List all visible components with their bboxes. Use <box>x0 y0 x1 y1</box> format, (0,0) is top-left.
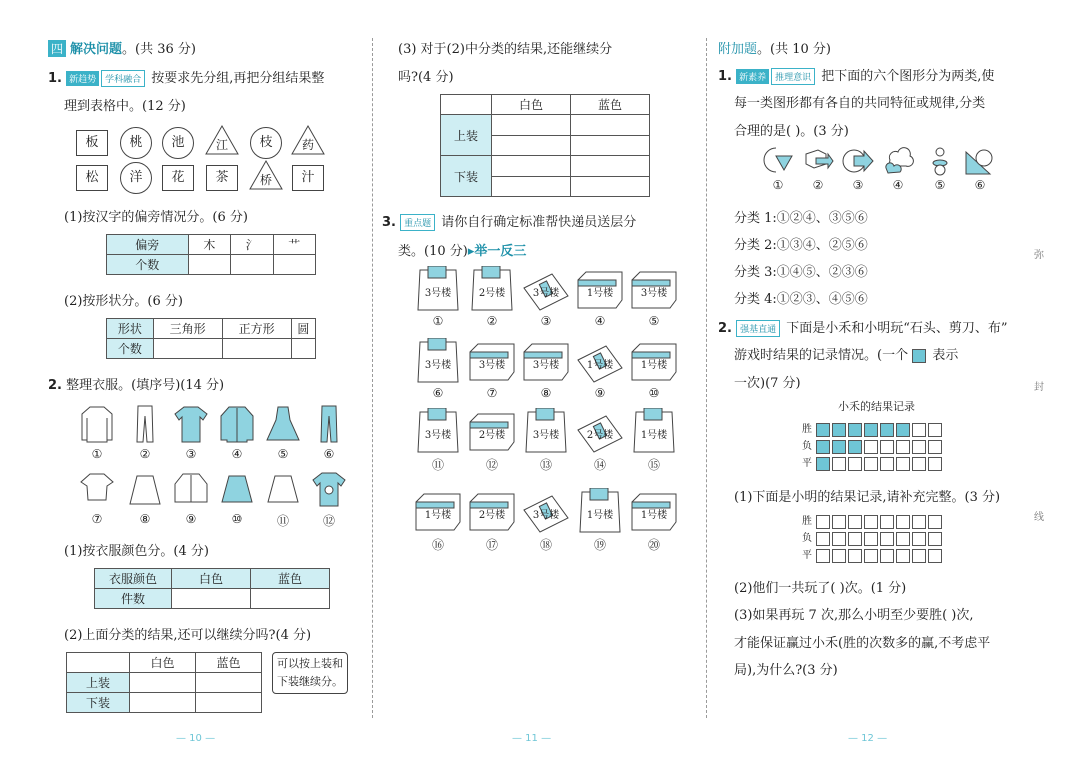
record-row-label: 负 <box>802 441 812 452</box>
record-row <box>802 546 944 563</box>
record-square <box>928 549 942 563</box>
binding-mark: 封 <box>1034 382 1044 393</box>
clothes-label: ⑪ <box>276 514 289 528</box>
package-number: ⑤ <box>648 314 660 328</box>
record-square <box>864 423 878 437</box>
package-bag <box>414 408 462 454</box>
package-label: 3号楼 <box>640 288 668 299</box>
package-number: ⑬ <box>539 458 552 472</box>
package-label: 2号楼 <box>586 430 614 441</box>
record-row <box>802 437 944 454</box>
record-row <box>802 454 944 471</box>
record-square <box>848 549 862 563</box>
record-square <box>896 457 910 471</box>
package-box <box>468 488 516 534</box>
package-label: 3号楼 <box>424 430 452 441</box>
clothes-label: ④ <box>231 447 243 461</box>
record-square <box>880 515 894 529</box>
clothes-label: ⑨ <box>185 512 197 526</box>
question-1-line2: 理到表格中。(12 分) <box>64 99 186 114</box>
package-box <box>576 266 624 312</box>
char-circle: 池 <box>162 127 194 159</box>
option-2[interactable]: 分类 2:①③④、②⑤⑥ <box>734 238 868 253</box>
char-box: 松 <box>76 165 108 191</box>
char-triangle: 桥 <box>248 159 284 189</box>
record-row-label: 负 <box>802 533 812 544</box>
char-circle: 桃 <box>120 127 152 159</box>
package-label: 1号楼 <box>586 510 614 521</box>
speech-bubble: 可以按上装和 下装继续分。 <box>272 652 348 694</box>
xiaoming-record[interactable] <box>802 512 944 563</box>
package-label: 3号楼 <box>478 360 506 371</box>
package-env <box>576 408 624 454</box>
record-row-label: 胜 <box>802 424 812 435</box>
extra-q2-line1: 2. 强基直通 下面是小禾和小明玩“石头、剪刀、布” <box>718 321 1008 336</box>
white-skirt-icon <box>266 470 300 510</box>
clothes-label: ⑥ <box>323 447 335 461</box>
table-radical: 偏旁 木 氵 艹 个数 <box>106 234 316 275</box>
record-row-label: 平 <box>802 458 812 469</box>
table-sub-answer: 白色 蓝色 上装 下装 <box>440 94 650 197</box>
package-box <box>468 408 516 454</box>
white-trousers-icon <box>128 404 162 444</box>
table-shape: 形状 三角形 正方形 圆 个数 <box>106 318 316 359</box>
blue-dress-icon <box>266 404 300 444</box>
package-box <box>630 266 678 312</box>
figure-label: ⑥ <box>974 178 986 192</box>
answer-cell[interactable] <box>222 339 291 359</box>
column-page-11 <box>380 0 710 770</box>
package-label: 2号楼 <box>478 510 506 521</box>
clothes-label: ① <box>91 447 103 461</box>
package-label: 3号楼 <box>424 288 452 299</box>
blue-skirt-icon <box>220 470 254 510</box>
record-square <box>832 549 846 563</box>
char-box: 汁 <box>292 165 324 191</box>
answer-cell[interactable] <box>571 135 650 156</box>
legend-square <box>912 349 926 363</box>
record-square <box>912 457 926 471</box>
clothes-label: ② <box>139 447 151 461</box>
record-row <box>802 529 944 546</box>
binding-mark: 线 <box>1034 512 1044 523</box>
clothes-label: ⑤ <box>277 447 289 461</box>
char-box: 花 <box>162 165 194 191</box>
answer-cell[interactable] <box>188 255 230 275</box>
question-2-3-line1: (3) 对于(2)中分类的结果,还能继续分 <box>398 42 613 57</box>
package-label: 3号楼 <box>532 288 560 299</box>
char-triangle: 江 <box>204 124 240 154</box>
tag-foundation: 强基直通 <box>736 320 780 337</box>
record-square <box>848 457 862 471</box>
record-square <box>832 532 846 546</box>
record-square <box>880 457 894 471</box>
white-skirt-icon <box>128 470 162 510</box>
question-3-line1: 3. 重点题 请你自行确定标准帮快递员送层分 <box>382 215 637 230</box>
char-circle: 枝 <box>250 127 282 159</box>
record-square <box>928 423 942 437</box>
blue-trousers-icon <box>312 404 346 444</box>
extra-section-points: 。(共 10 分) <box>757 42 831 57</box>
record-square <box>816 440 830 454</box>
package-number: ① <box>432 314 444 328</box>
blue-shirt-icon <box>312 470 346 510</box>
record-square <box>832 423 846 437</box>
record-square <box>832 457 846 471</box>
package-box <box>468 338 516 384</box>
package-number: ⑱ <box>539 538 552 552</box>
option-1[interactable]: 分类 1:①②④、③⑤⑥ <box>734 211 868 226</box>
package-bag <box>468 266 516 312</box>
answer-cell[interactable] <box>492 156 571 177</box>
record-square <box>816 515 830 529</box>
package-bag <box>630 408 678 454</box>
package-number: ⑮ <box>647 458 660 472</box>
package-number: ② <box>486 314 498 328</box>
question-2-3-line2: 吗?(4 分) <box>398 70 454 85</box>
record-square <box>896 532 910 546</box>
tag-subject-fusion: 学科融合 <box>101 70 145 87</box>
answer-cell[interactable] <box>251 589 330 609</box>
table-color: 衣服颜色 白色 蓝色 件数 <box>94 568 330 609</box>
question-number: 1. <box>48 71 62 86</box>
package-number: ⑪ <box>431 458 444 472</box>
record-square <box>880 423 894 437</box>
record-square <box>912 549 926 563</box>
package-bag <box>576 488 624 534</box>
answer-cell[interactable] <box>492 115 571 136</box>
column-page-12 <box>714 0 1044 770</box>
snowman-figure-icon <box>924 146 956 176</box>
package-box <box>414 488 462 534</box>
record-square <box>832 515 846 529</box>
extra-q1-line1: 1. 新素养 推理意识 把下面的六个图形分为两类,使 <box>718 69 995 84</box>
page-number: — 10 — <box>176 733 216 744</box>
record-row <box>802 420 944 437</box>
section-header <box>48 38 196 57</box>
option-3[interactable]: 分类 3:①④⑤、②③⑥ <box>734 265 868 280</box>
xiaohe-record <box>802 420 944 471</box>
record-square <box>912 423 926 437</box>
tag-new-literacy: 新素养 <box>736 69 769 84</box>
record-square <box>848 532 862 546</box>
page-number: — 12 — <box>848 733 888 744</box>
record-row-label: 平 <box>802 550 812 561</box>
answer-cell[interactable] <box>231 255 273 275</box>
section-badge: 四 <box>48 40 66 57</box>
package-label: 3号楼 <box>532 360 560 371</box>
extra-sub3-line2: 才能保证赢过小禾(胜的次数多的赢,不考虑平 <box>734 636 991 651</box>
record-square <box>896 440 910 454</box>
table-sub-example: 白色 蓝色 上装 下装 <box>66 652 262 713</box>
subquestion-2-1: (1)按衣服颜色分。(4 分) <box>64 544 209 559</box>
answer-cell[interactable] <box>492 176 571 197</box>
record-square <box>864 532 878 546</box>
package-env <box>522 488 570 534</box>
package-label: 1号楼 <box>424 510 452 521</box>
package-env <box>522 266 570 312</box>
package-number: ⑫ <box>485 458 498 472</box>
record-square <box>928 515 942 529</box>
record-square <box>896 549 910 563</box>
triangle-swirl-figure-icon <box>964 146 996 176</box>
record-square <box>880 440 894 454</box>
package-number: ④ <box>594 314 606 328</box>
clothes-label: ⑩ <box>231 512 243 526</box>
answer-cell[interactable] <box>492 135 571 156</box>
tag-reasoning: 推理意识 <box>771 68 815 85</box>
answer-cell[interactable] <box>291 339 315 359</box>
package-number: ⑧ <box>540 386 552 400</box>
record-square <box>864 457 878 471</box>
binding-mark: 弥 <box>1034 250 1044 261</box>
answer-cell[interactable] <box>571 176 650 197</box>
package-number: ⑰ <box>485 538 498 552</box>
record-row-label: 胜 <box>802 516 812 527</box>
extra-section-header <box>718 38 831 57</box>
record-title: 小禾的结果记录 <box>838 400 915 413</box>
figure-label: ④ <box>892 178 904 192</box>
package-number: ⑦ <box>486 386 498 400</box>
package-label: 1号楼 <box>640 360 668 371</box>
section-title: 解决问题 <box>70 42 123 57</box>
record-square <box>896 423 910 437</box>
column-divider <box>372 38 373 718</box>
answer-cell[interactable] <box>571 115 650 136</box>
extra-sub2: (2)他们一共玩了( )次。(1 分) <box>734 581 907 596</box>
clothes-label: ③ <box>185 447 197 461</box>
package-bag <box>414 266 462 312</box>
question-2: 2. 整理衣服。(填序号)(14 分) <box>48 378 225 393</box>
extra-q1-line2: 每一类图形都有各自的共同特征或规律,分类 <box>734 96 986 111</box>
package-bag <box>414 338 462 384</box>
extra-q2-line3: 一次)(7 分) <box>734 376 801 391</box>
package-label: 1号楼 <box>640 510 668 521</box>
figure-label: ③ <box>852 178 864 192</box>
package-box <box>630 338 678 384</box>
char-circle: 洋 <box>120 162 152 194</box>
white-top-icon <box>80 470 114 510</box>
blue-jacket-icon <box>220 404 254 444</box>
package-number: ⑥ <box>432 386 444 400</box>
package-bag <box>522 408 570 454</box>
extra-section-title: 附加题 <box>718 42 758 57</box>
question-1-line1 <box>48 67 324 87</box>
answer-cell[interactable] <box>172 589 251 609</box>
record-square <box>880 549 894 563</box>
package-label: 3号楼 <box>532 430 560 441</box>
char-box: 茶 <box>206 165 238 191</box>
package-number: ⑳ <box>647 538 660 552</box>
package-label: 3号楼 <box>424 360 452 371</box>
clothes-label: ⑫ <box>322 514 335 528</box>
record-row <box>802 512 944 529</box>
package-label: 1号楼 <box>586 360 614 371</box>
record-square <box>928 457 942 471</box>
record-square <box>816 423 830 437</box>
extra-sub1: (1)下面是小明的结果记录,请补充完整。(3 分) <box>734 490 1001 505</box>
record-square <box>912 532 926 546</box>
answer-cell[interactable] <box>153 339 222 359</box>
package-box <box>522 338 570 384</box>
page-number: — 11 — <box>512 733 552 744</box>
record-square <box>864 440 878 454</box>
record-square <box>928 440 942 454</box>
char-box: 板 <box>76 130 108 156</box>
package-number: ⑩ <box>648 386 660 400</box>
tag-key-question: 重点题 <box>400 214 435 231</box>
record-square <box>848 423 862 437</box>
column-page-10 <box>0 0 370 770</box>
record-square <box>848 440 862 454</box>
package-box <box>630 488 678 534</box>
char-triangle: 药 <box>290 124 326 154</box>
cloud-figure-icon <box>882 146 914 176</box>
record-square <box>928 532 942 546</box>
record-square <box>816 457 830 471</box>
clothes-label: ⑧ <box>139 512 151 526</box>
package-label: 3号楼 <box>532 510 560 521</box>
subquestion-2-2: (2)上面分类的结果,还可以继续分吗?(4 分) <box>64 628 312 643</box>
link-similar-problems[interactable]: ▸举一反三 <box>467 244 527 259</box>
record-square <box>816 549 830 563</box>
tag-new-trend: 新趋势 <box>66 71 99 86</box>
package-number: ⑯ <box>431 538 444 552</box>
package-label: 1号楼 <box>640 430 668 441</box>
white-sweater-icon <box>80 404 114 444</box>
record-square <box>912 440 926 454</box>
record-square <box>880 532 894 546</box>
moon-triangle-figure-icon <box>762 146 794 176</box>
extra-q2-line2: 游戏时结果的记录情况。(一个 表示 <box>734 348 959 363</box>
extra-sub3-line3: 局),为什么?(3 分) <box>734 663 838 678</box>
figure-label: ⑤ <box>934 178 946 192</box>
package-number: ⑲ <box>593 538 606 552</box>
record-square <box>912 515 926 529</box>
subquestion-1-1: (1)按汉字的偏旁情况分。(6 分) <box>64 210 248 225</box>
record-square <box>896 515 910 529</box>
package-label: 2号楼 <box>478 430 506 441</box>
package-label: 1号楼 <box>586 288 614 299</box>
figure-label: ② <box>812 178 824 192</box>
package-env <box>576 338 624 384</box>
record-square <box>832 440 846 454</box>
package-label: 2号楼 <box>478 288 506 299</box>
figure-label: ① <box>772 178 784 192</box>
record-square <box>864 515 878 529</box>
clothes-label: ⑦ <box>91 512 103 526</box>
section-points: 。(共 36 分) <box>122 42 196 57</box>
white-jacket-icon <box>174 470 208 510</box>
question-3-line2: 类。(10 分)▸举一反三 <box>398 244 527 259</box>
extra-q1-line3: 合理的是( )。(3 分) <box>734 124 849 139</box>
package-number: ③ <box>540 314 552 328</box>
record-square <box>848 515 862 529</box>
answer-cell[interactable] <box>571 156 650 177</box>
extra-sub3-line1: (3)如果再玩 7 次,那么小明至少要胜( )次, <box>734 608 974 623</box>
question-text: 按要求先分组,再把分组结果整 <box>151 71 325 86</box>
option-4[interactable]: 分类 4:①②③、④⑤⑥ <box>734 292 868 307</box>
circle-arrow-figure-icon <box>842 146 874 176</box>
record-square <box>864 549 878 563</box>
package-number: ⑨ <box>594 386 606 400</box>
subquestion-1-2: (2)按形状分。(6 分) <box>64 294 183 309</box>
blue-tshirt-icon <box>174 404 208 444</box>
package-number: ⑭ <box>593 458 606 472</box>
record-square <box>816 532 830 546</box>
column-divider <box>706 38 707 718</box>
cube-arrow-figure-icon <box>802 146 834 176</box>
answer-cell[interactable] <box>273 255 315 275</box>
